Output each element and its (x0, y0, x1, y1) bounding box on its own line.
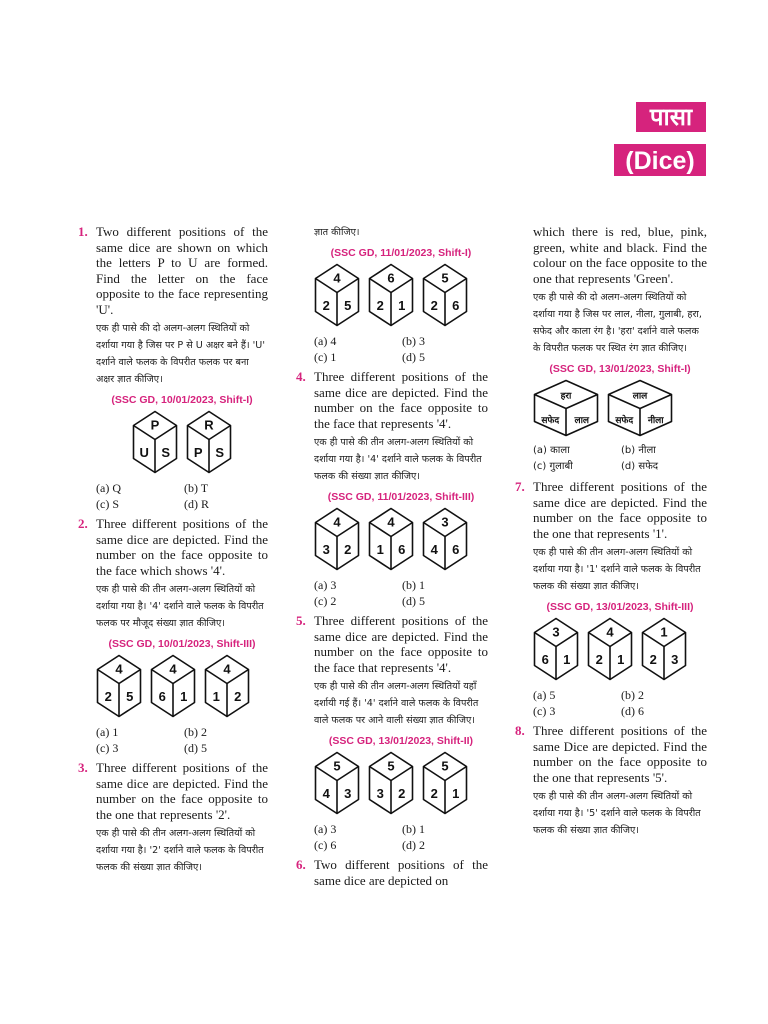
chapter-title-hindi (636, 100, 706, 134)
option-c: (c) S (96, 497, 119, 511)
column-left (78, 224, 268, 876)
die-left-face-label: 3 (322, 542, 330, 557)
question-text-en: Three different positions of the same dice are depicted. Find the number on the face opposite to the face which shows '4'. (96, 516, 268, 578)
die-top-face-label: 3 (441, 514, 449, 530)
option-a: (a) 5 (533, 688, 556, 702)
question-6 (296, 857, 488, 888)
option-b: (b) 2 (621, 688, 644, 702)
die-right-face-label: 2 (234, 689, 242, 704)
die-left-face-label: 6 (541, 652, 549, 667)
option-a: (a) 3 (314, 822, 337, 836)
die-1 (533, 617, 579, 681)
question-5 (296, 613, 488, 853)
die-right-face-label: 1 (617, 652, 625, 667)
question-6-continued (515, 224, 707, 475)
question-3-continued (296, 224, 488, 365)
die-top-face-label: 5 (387, 758, 395, 774)
option-a: (a) 3 (314, 578, 337, 592)
question-number: 3. (78, 760, 88, 775)
die-right-face-label: 3 (671, 652, 679, 667)
option-d: (d) 5 (402, 350, 425, 364)
option-c: (c) 3 (96, 741, 119, 755)
option-d: (d) सफेद (621, 461, 659, 472)
die-left-face-label: 3 (376, 786, 384, 801)
die-right-face-label: 2 (398, 786, 406, 801)
die-left-face-label: 1 (376, 542, 384, 557)
question-text-en: Two different positions of the same dice are depicted on (314, 857, 488, 888)
question-text-hi: एक ही पासे की दो अलग-अलग स्थितियों को दर्शाया गया है जिस पर लाल, नीला, गुलाबी, हरा, सफेद और काला रंग है। 'हरा' दर्शाने वाले फलक के विपरीत फलक पर स्थित रंग ज्ञात कीजिए। (533, 292, 702, 354)
exam-source: (SSC GD, 10/01/2023, Shift-I) (111, 394, 253, 406)
die-right-face-label: 6 (452, 542, 460, 557)
die-1 (96, 654, 142, 718)
option-c: (c) 2 (314, 594, 337, 608)
die-right-face-label: 1 (180, 689, 188, 704)
die-left-face-label: P (193, 445, 203, 460)
die-1 (533, 379, 599, 437)
die-right-face-label: 6 (398, 542, 406, 557)
dice-figure (314, 507, 488, 571)
option-a: (a) Q (96, 481, 121, 495)
die-top-face-label: 4 (223, 661, 231, 677)
die-1 (132, 410, 178, 474)
die-right-face-label: नीला (647, 416, 664, 426)
die-2 (368, 263, 414, 327)
die-top-face-label: 5 (441, 270, 449, 286)
die-1 (314, 751, 360, 815)
option-c: (c) 1 (314, 350, 337, 364)
question-number: 7. (515, 479, 525, 494)
exam-source: (SSC GD, 11/01/2023, Shift-I) (330, 247, 472, 259)
question-text-en: Three different positions of the same dice are depicted. Find the number on the face opposite to the face that represents '4'. (314, 369, 488, 431)
question-1 (78, 224, 268, 512)
question-number: 5. (296, 613, 306, 628)
option-d: (d) 6 (621, 704, 644, 718)
question-text-hi-continued: ज्ञात कीजिए। (314, 227, 360, 238)
option-c: (c) 3 (533, 704, 556, 718)
die-left-face-label: 4 (430, 542, 438, 557)
die-left-face-label: 6 (158, 689, 166, 704)
die-2 (607, 379, 673, 437)
column-right (515, 224, 707, 839)
die-2 (186, 410, 232, 474)
die-top-face-label: 4 (333, 514, 341, 530)
svg-text:(Dice): (Dice) (625, 147, 695, 175)
svg-text:पासा: पासा (649, 103, 693, 131)
question-number: 6. (296, 857, 306, 872)
die-top-face-label: 4 (333, 270, 341, 286)
die-top-face-label: हरा (560, 391, 572, 402)
answer-options (96, 480, 268, 512)
die-right-face-label: 2 (344, 542, 352, 557)
option-b: (b) नीला (621, 445, 656, 456)
die-top-face-label: 4 (115, 661, 123, 677)
answer-options (314, 821, 488, 853)
option-b: (b) 2 (184, 725, 207, 739)
question-text-hi: एक ही पासे की तीन अलग-अलग स्थितियों को दर्शाया गया है। '2' दर्शाने वाले फलक के विपरीत फलक की संख्या ज्ञात कीजिए। (96, 828, 264, 873)
die-left-face-label: सफेद (541, 416, 560, 426)
option-c: (c) 6 (314, 838, 337, 852)
question-number: 1. (78, 224, 88, 239)
question-8 (515, 723, 707, 839)
die-top-face-label: 4 (606, 624, 614, 640)
die-right-face-label: 3 (344, 786, 352, 801)
die-2 (150, 654, 196, 718)
option-b: (b) 3 (402, 334, 425, 348)
chapter-title-english (614, 142, 706, 178)
exam-source: (SSC GD, 13/01/2023, Shift-III) (546, 601, 694, 613)
option-c: (c) गुलाबी (533, 461, 573, 472)
die-left-face-label: 1 (212, 689, 220, 704)
die-left-face-label: 2 (595, 652, 603, 667)
question-number: 2. (78, 516, 88, 531)
dice-figure (314, 751, 488, 815)
option-a: (a) 1 (96, 725, 119, 739)
option-d: (d) R (184, 497, 209, 511)
question-number: 4. (296, 369, 306, 384)
question-7 (515, 479, 707, 719)
question-text-hi: एक ही पासे की तीन अलग-अलग स्थितियों को दर्शाया गया है। '4' दर्शाने वाले फलक के विपरीत फलक की संख्या ज्ञात कीजिए। (314, 437, 482, 482)
die-3 (422, 263, 468, 327)
dice-figure (314, 263, 488, 327)
die-left-face-label: 2 (104, 689, 112, 704)
die-right-face-label: 1 (452, 786, 460, 801)
option-b: (b) T (184, 481, 209, 495)
die-top-face-label: 5 (333, 758, 341, 774)
die-left-face-label: सफेद (615, 416, 634, 426)
option-d: (d) 5 (184, 741, 207, 755)
die-left-face-label: 2 (649, 652, 657, 667)
question-3 (78, 760, 268, 876)
die-top-face-label: 4 (169, 661, 177, 677)
question-text-hi: एक ही पासे की तीन अलग-अलग स्थितियों यहाँ दर्शायी गई हैं। '4' दर्शाने वाले फलक के विपरीत वाले फलक पर आने वाली संख्या ज्ञात कीजिए। (314, 681, 479, 726)
die-2 (587, 617, 633, 681)
dice-figure (96, 410, 268, 474)
die-top-face-label: R (204, 417, 214, 433)
die-3 (422, 751, 468, 815)
option-a: (a) काला (533, 445, 570, 456)
die-top-face-label: 5 (441, 758, 449, 774)
die-right-face-label: S (161, 445, 171, 460)
dice-figure (533, 379, 707, 437)
exam-source: (SSC GD, 13/01/2023, Shift-I) (549, 363, 691, 375)
die-left-face-label: U (139, 445, 149, 460)
die-top-face-label: 3 (552, 624, 560, 640)
question-4 (296, 369, 488, 609)
die-top-face-label: 1 (660, 624, 668, 640)
option-b: (b) 1 (402, 822, 425, 836)
die-right-face-label: 6 (452, 298, 460, 313)
die-3 (641, 617, 687, 681)
question-text-en: Three different positions of the same dice are depicted. Find the number on the face opposite to the face that represents '4'. (314, 613, 488, 675)
answer-options (314, 333, 488, 365)
option-d: (d) 5 (402, 594, 425, 608)
question-text-en: Two different positions of the same dice are shown on which the letters P to U are formed. Find the letter on the face opposite to the face representing 'U'. (96, 224, 268, 317)
die-top-face-label: 6 (387, 270, 395, 286)
question-text-en-continued: which there is red, blue, pink, green, white and black. Find the colour on the face opposite to the one that represents 'Green'. (533, 224, 707, 286)
answer-options (96, 724, 268, 756)
die-1 (314, 507, 360, 571)
die-right-face-label: 1 (398, 298, 406, 313)
question-text-hi: एक ही पासे की दो अलग-अलग स्थितियों को दर्शाया गया है जिस पर P से U अक्षर बने हैं। 'U' दर्शाने वाले फलक के विपरीत फलक पर बना अक्षर ज्ञात कीजिए। (96, 323, 265, 385)
question-text-en: Three different positions of the same Dice are depicted. Find the number on the face opposite to the one that represents '5'. (533, 723, 707, 785)
exam-source: (SSC GD, 10/01/2023, Shift-III) (108, 638, 256, 650)
dice-figure (96, 654, 268, 718)
die-3 (204, 654, 250, 718)
die-1 (314, 263, 360, 327)
option-b: (b) 1 (402, 578, 425, 592)
die-top-face-label: 4 (387, 514, 395, 530)
die-right-face-label: 5 (344, 298, 352, 313)
question-text-hi: एक ही पासे की तीन अलग-अलग स्थितियों को दर्शाया गया है। '4' दर्शाने वाले फलक के विपरीत फलक पर मौजूद संख्या ज्ञात कीजिए। (96, 584, 264, 629)
die-3 (422, 507, 468, 571)
die-2 (368, 507, 414, 571)
die-right-face-label: 5 (126, 689, 134, 704)
option-a: (a) 4 (314, 334, 337, 348)
die-left-face-label: 4 (322, 786, 330, 801)
question-number: 8. (515, 723, 525, 738)
die-right-face-label: 1 (563, 652, 571, 667)
dice-figure (533, 617, 707, 681)
die-top-face-label: P (150, 417, 160, 433)
exam-source: (SSC GD, 13/01/2023, Shift-II) (328, 735, 474, 747)
die-left-face-label: 2 (376, 298, 384, 313)
die-left-face-label: 2 (430, 298, 438, 313)
die-2 (368, 751, 414, 815)
answer-options (533, 443, 707, 475)
exam-source: (SSC GD, 11/01/2023, Shift-III) (327, 491, 475, 503)
option-d: (d) 2 (402, 838, 425, 852)
die-right-face-label: S (215, 445, 225, 460)
column-middle (296, 224, 488, 888)
question-text-en: Three different positions of the same dice are depicted. Find the number on the face opposite to the one that represents '1'. (533, 479, 707, 541)
answer-options (533, 687, 707, 719)
die-top-face-label: लाल (632, 391, 648, 402)
question-text-hi: एक ही पासे की तीन अलग-अलग स्थितियों को दर्शाया गया है। '5' दर्शाने वाले फलक के विपरीत फलक की संख्या ज्ञात कीजिए। (533, 791, 701, 836)
answer-options (314, 577, 488, 609)
die-right-face-label: लाल (574, 416, 590, 426)
die-left-face-label: 2 (430, 786, 438, 801)
die-left-face-label: 2 (322, 298, 330, 313)
question-text-hi: एक ही पासे की तीन अलग-अलग स्थितियों को दर्शाया गया है। '1' दर्शाने वाले फलक के विपरीत फलक की संख्या ज्ञात कीजिए। (533, 547, 701, 592)
question-2 (78, 516, 268, 756)
question-text-en: Three different positions of the same dice are depicted. Find the number on the face opposite to the one that represents '2'. (96, 760, 268, 822)
